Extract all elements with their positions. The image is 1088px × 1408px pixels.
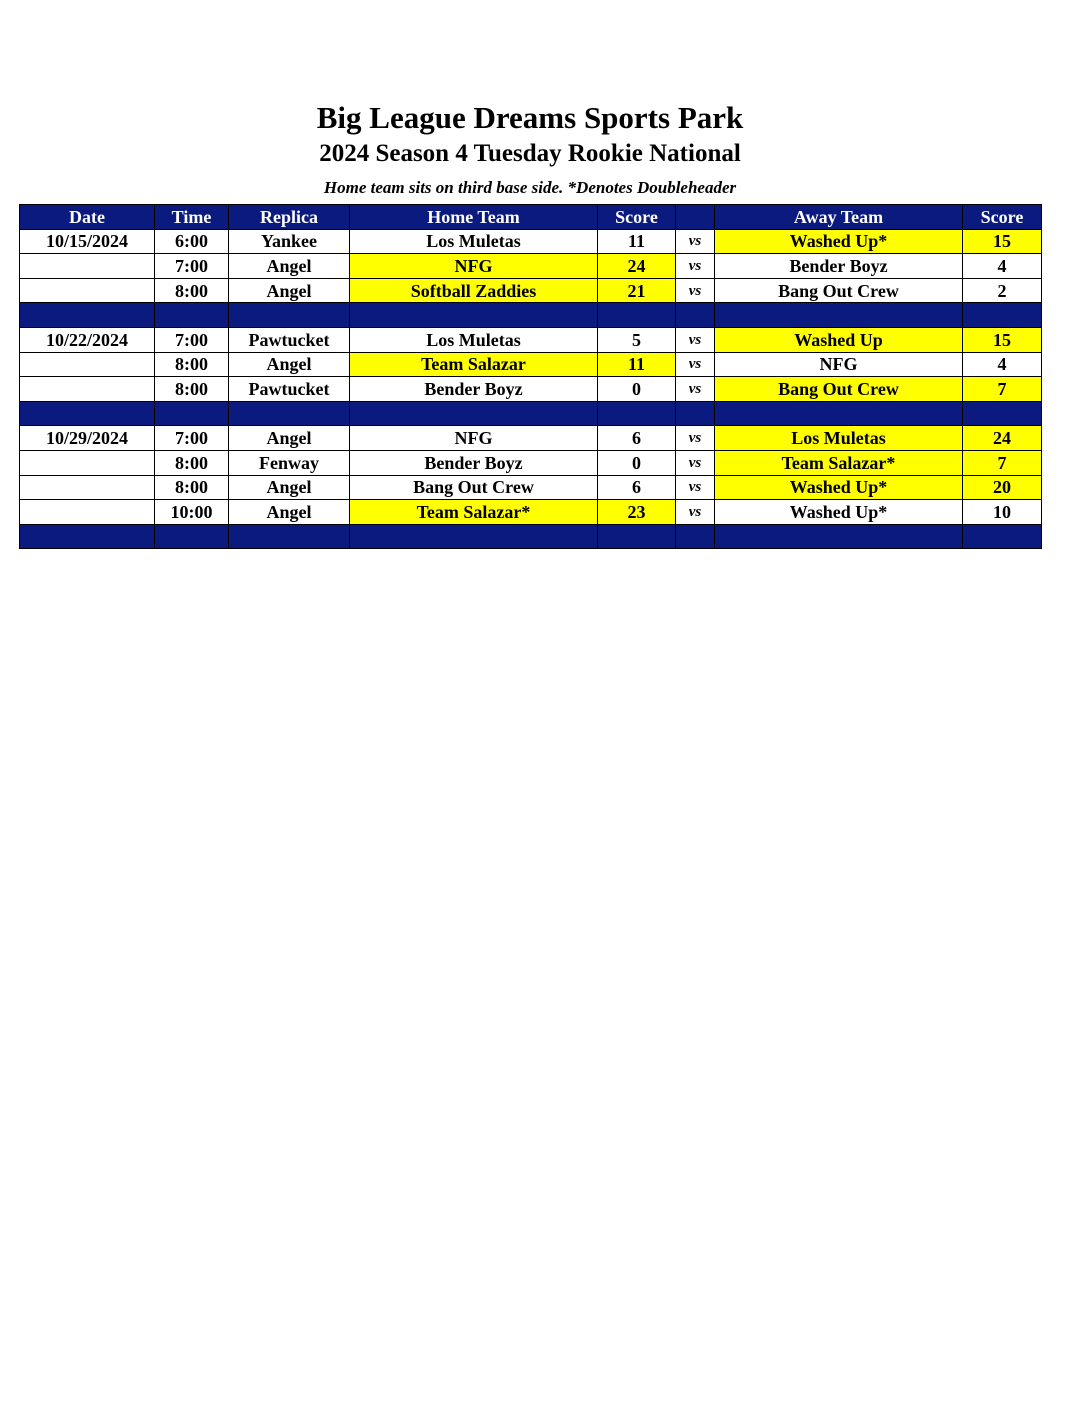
separator-cell — [963, 401, 1042, 426]
vs-label: vs — [676, 426, 715, 451]
game-date — [20, 352, 155, 377]
vs-label: vs — [676, 377, 715, 402]
away-score: 7 — [963, 377, 1042, 402]
away-score: 2 — [963, 278, 1042, 303]
separator-cell — [598, 524, 676, 549]
game-row — [20, 229, 1042, 254]
away-team: Bang Out Crew — [715, 377, 963, 402]
home-team: Bender Boyz — [350, 377, 598, 402]
week-separator-row — [20, 524, 1042, 549]
home-team: Team Salazar* — [350, 500, 598, 525]
game-row — [20, 352, 1042, 377]
game-time: 8:00 — [155, 377, 229, 402]
separator-cell — [963, 524, 1042, 549]
column-header-home-score: Score — [598, 205, 676, 230]
home-score: 23 — [598, 500, 676, 525]
game-date — [20, 450, 155, 475]
home-team: Softball Zaddies — [350, 278, 598, 303]
home-team: NFG — [350, 254, 598, 279]
home-team: Los Muletas — [350, 229, 598, 254]
separator-cell — [715, 303, 963, 328]
column-header-away-score: Score — [963, 205, 1042, 230]
away-team: Washed Up* — [715, 500, 963, 525]
game-replica: Angel — [229, 278, 350, 303]
home-score: 21 — [598, 278, 676, 303]
game-row — [20, 475, 1042, 500]
separator-cell — [715, 401, 963, 426]
game-time: 8:00 — [155, 352, 229, 377]
column-header-away-team: Away Team — [715, 205, 963, 230]
column-header-home-team: Home Team — [350, 205, 598, 230]
separator-cell — [350, 303, 598, 328]
away-team: Los Muletas — [715, 426, 963, 451]
away-score: 20 — [963, 475, 1042, 500]
game-time: 8:00 — [155, 475, 229, 500]
away-score: 15 — [963, 229, 1042, 254]
vs-label: vs — [676, 352, 715, 377]
season-subtitle: 2024 Season 4 Tuesday Rookie National — [319, 140, 741, 167]
vs-label: vs — [676, 254, 715, 279]
game-date — [20, 500, 155, 525]
game-date: 10/29/2024 — [20, 426, 155, 451]
away-score: 24 — [963, 426, 1042, 451]
page-title: Big League Dreams Sports Park — [316, 100, 744, 135]
game-replica: Angel — [229, 352, 350, 377]
game-replica: Angel — [229, 254, 350, 279]
separator-cell — [715, 524, 963, 549]
week-separator-row — [20, 303, 1042, 328]
game-date — [20, 278, 155, 303]
separator-cell — [229, 401, 350, 426]
separator-cell — [598, 401, 676, 426]
game-replica: Angel — [229, 475, 350, 500]
game-replica: Angel — [229, 500, 350, 525]
schedule-body — [20, 229, 1042, 549]
separator-cell — [20, 401, 155, 426]
away-score: 4 — [963, 352, 1042, 377]
vs-label: vs — [676, 278, 715, 303]
home-score: 11 — [598, 352, 676, 377]
home-score: 24 — [598, 254, 676, 279]
separator-cell — [155, 303, 229, 328]
home-team: Bang Out Crew — [350, 475, 598, 500]
vs-label: vs — [676, 500, 715, 525]
column-header-vs — [676, 205, 715, 230]
separator-cell — [676, 524, 715, 549]
away-team: Washed Up* — [715, 475, 963, 500]
separator-cell — [155, 524, 229, 549]
game-replica: Yankee — [229, 229, 350, 254]
vs-label: vs — [676, 229, 715, 254]
game-date — [20, 475, 155, 500]
vs-label: vs — [676, 327, 715, 352]
header-row — [20, 205, 1042, 230]
game-date — [20, 377, 155, 402]
separator-cell — [20, 524, 155, 549]
away-score: 4 — [963, 254, 1042, 279]
game-row — [20, 377, 1042, 402]
game-time: 6:00 — [155, 229, 229, 254]
game-time: 10:00 — [155, 500, 229, 525]
separator-cell — [155, 401, 229, 426]
schedule-table — [19, 204, 1042, 549]
home-team: NFG — [350, 426, 598, 451]
game-row — [20, 278, 1042, 303]
home-score: 6 — [598, 426, 676, 451]
away-score: 10 — [963, 500, 1042, 525]
vs-label: vs — [676, 450, 715, 475]
game-row — [20, 426, 1042, 451]
game-replica: Pawtucket — [229, 327, 350, 352]
separator-cell — [676, 303, 715, 328]
separator-cell — [350, 524, 598, 549]
schedule-note: Home team sits on third base side. *Denotes Doubleheader — [323, 178, 737, 197]
away-score: 7 — [963, 450, 1042, 475]
column-header-date: Date — [20, 205, 155, 230]
week-separator-row — [20, 401, 1042, 426]
column-header-time: Time — [155, 205, 229, 230]
separator-cell — [676, 401, 715, 426]
game-time: 8:00 — [155, 450, 229, 475]
column-header-replica: Replica — [229, 205, 350, 230]
away-team: Bang Out Crew — [715, 278, 963, 303]
game-replica: Angel — [229, 426, 350, 451]
game-replica: Pawtucket — [229, 377, 350, 402]
separator-cell — [229, 524, 350, 549]
home-score: 5 — [598, 327, 676, 352]
game-date: 10/22/2024 — [20, 327, 155, 352]
home-score: 11 — [598, 229, 676, 254]
game-row — [20, 254, 1042, 279]
separator-cell — [598, 303, 676, 328]
game-time: 8:00 — [155, 278, 229, 303]
home-score: 0 — [598, 450, 676, 475]
away-team: Team Salazar* — [715, 450, 963, 475]
game-date: 10/15/2024 — [20, 229, 155, 254]
separator-cell — [20, 303, 155, 328]
game-row — [20, 327, 1042, 352]
game-replica: Fenway — [229, 450, 350, 475]
game-time: 7:00 — [155, 254, 229, 279]
home-team: Bender Boyz — [350, 450, 598, 475]
away-score: 15 — [963, 327, 1042, 352]
vs-label: vs — [676, 475, 715, 500]
away-team: NFG — [715, 352, 963, 377]
away-team: Washed Up — [715, 327, 963, 352]
away-team: Bender Boyz — [715, 254, 963, 279]
home-score: 6 — [598, 475, 676, 500]
home-score: 0 — [598, 377, 676, 402]
game-time: 7:00 — [155, 426, 229, 451]
away-team: Washed Up* — [715, 229, 963, 254]
home-team: Los Muletas — [350, 327, 598, 352]
game-row — [20, 500, 1042, 525]
separator-cell — [963, 303, 1042, 328]
game-time: 7:00 — [155, 327, 229, 352]
game-row — [20, 450, 1042, 475]
separator-cell — [350, 401, 598, 426]
game-date — [20, 254, 155, 279]
separator-cell — [229, 303, 350, 328]
home-team: Team Salazar — [350, 352, 598, 377]
